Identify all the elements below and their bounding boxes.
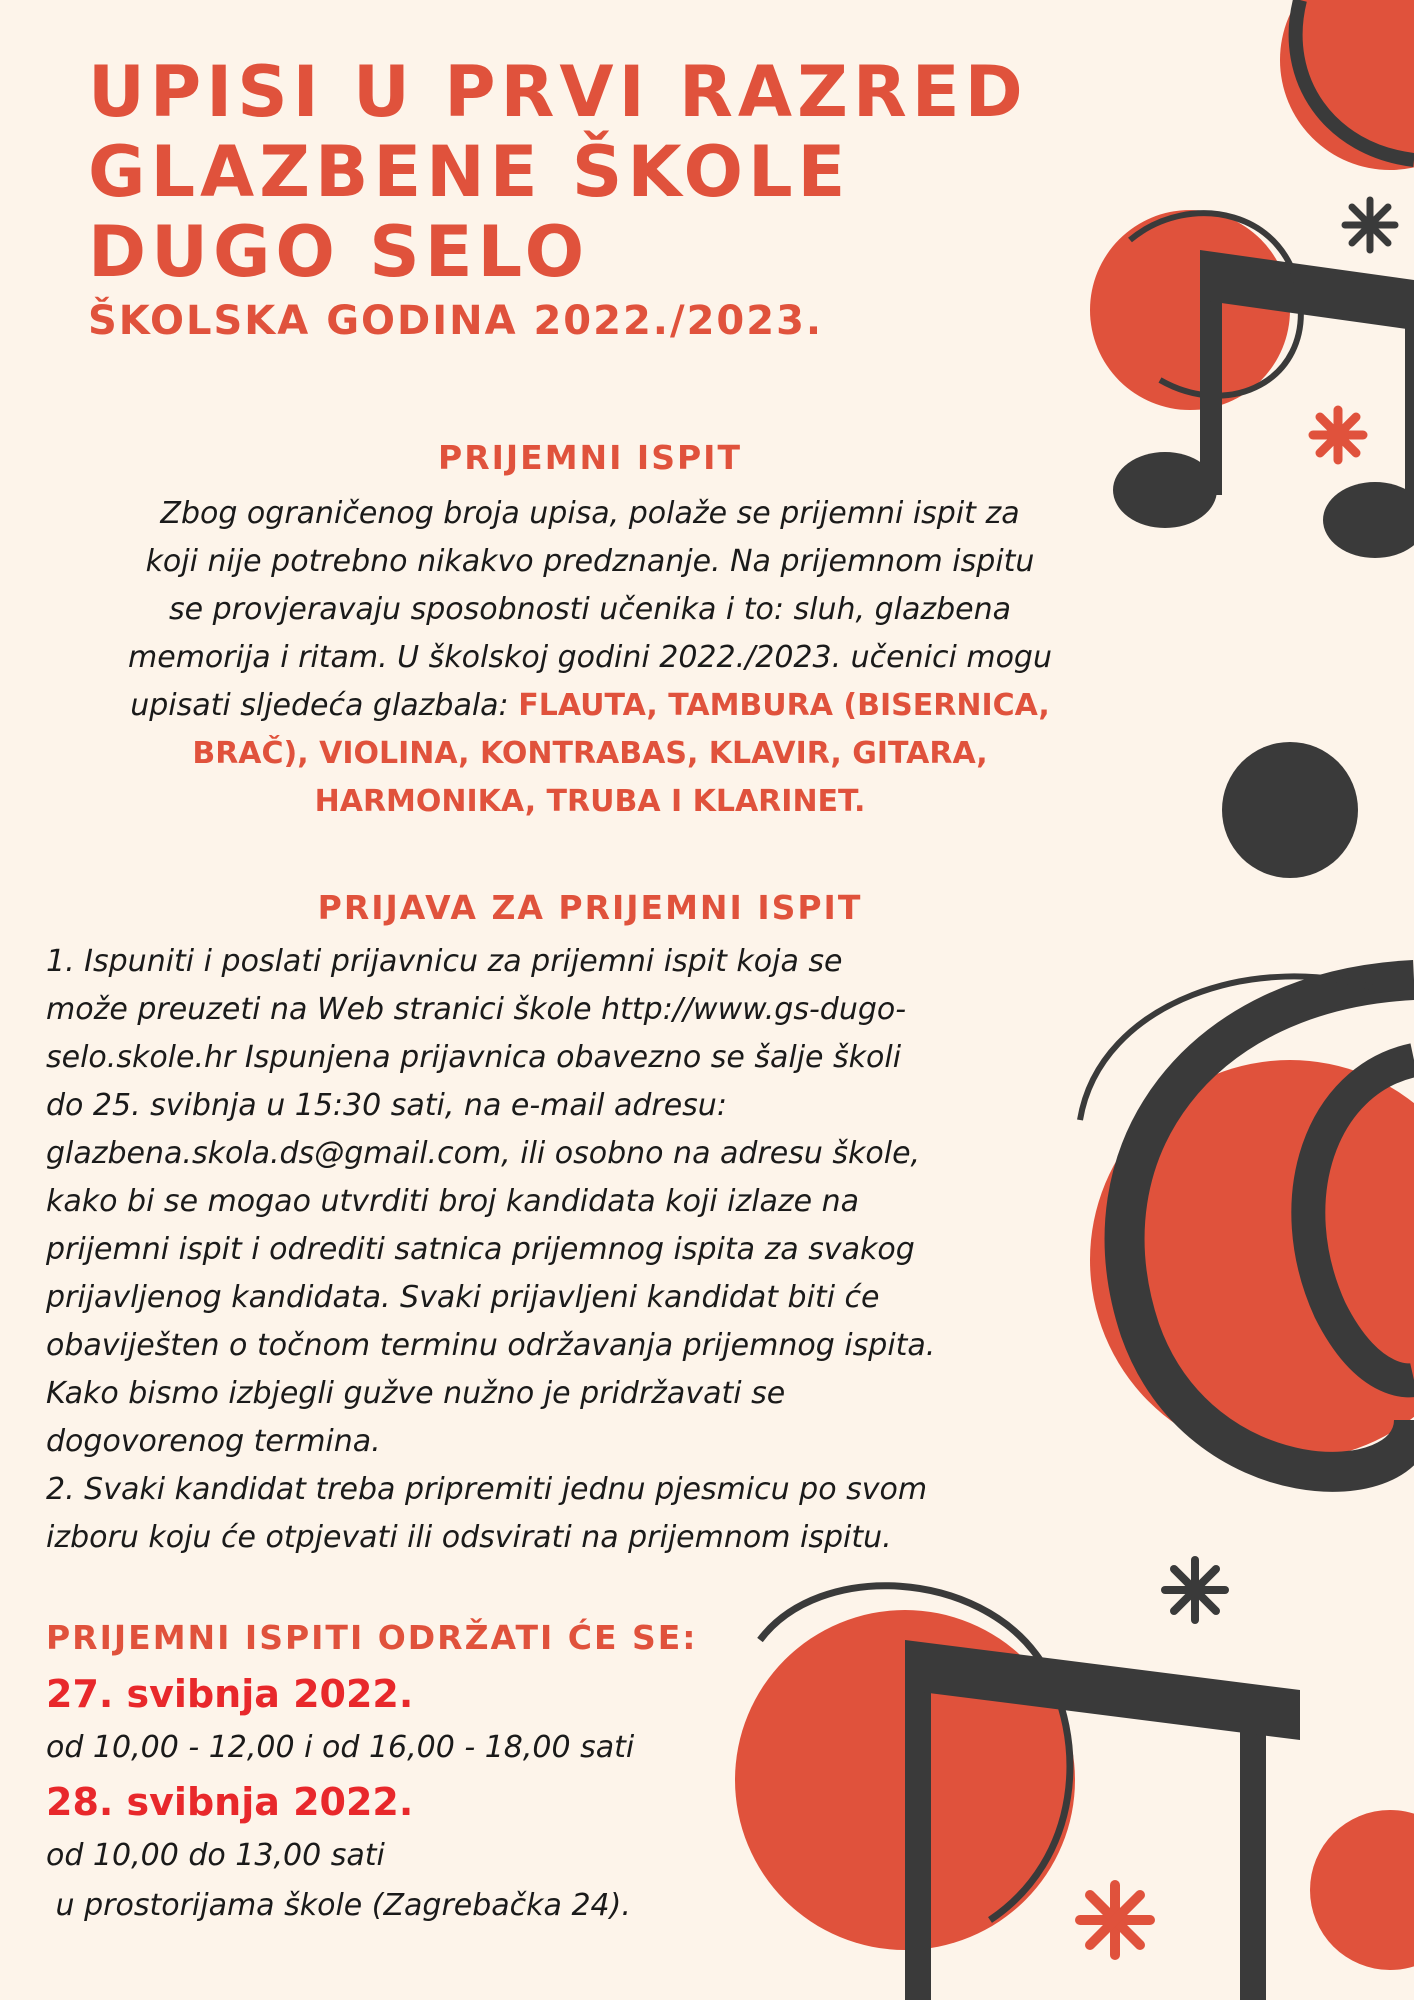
- instruments-3: HARMONIKA, TRUBA I KLARINET.: [314, 784, 866, 819]
- time-1: od 10,00 - 12,00 i od 16,00 - 18,00 sati: [46, 1730, 635, 1765]
- application-line-7: prijemni ispit i odrediti satnica prijemnog ispita za svakog: [46, 1232, 915, 1267]
- exam-line-5-prefix: upisati sljedeća glazbala:: [130, 688, 519, 723]
- exam-line-2: koji nije potrebno nikakvo predznanje. Na prijemnom ispitu: [145, 544, 1035, 579]
- exam-heading: PRIJEMNI ISPIT: [438, 438, 742, 477]
- red-asterisk-bottom-icon: [1080, 1885, 1150, 1955]
- dark-dot: [1222, 742, 1358, 878]
- exam-paragraph: [40, 490, 1140, 826]
- application-line-5: glazbena.skola.ds@gmail.com, ili osobno na adresu škole,: [46, 1136, 921, 1171]
- title-line-3: DUGO SELO: [88, 211, 590, 293]
- exam-line-1: Zbog ograničenog broja upisa, polaže se prijemni ispit za: [160, 496, 1020, 531]
- title-block: [88, 52, 1028, 346]
- time-2: od 10,00 do 13,00 sati: [46, 1838, 385, 1873]
- red-asterisk-icon: [1313, 410, 1363, 460]
- application-line-12: 2. Svaki kandidat treba pripremiti jednu pjesmicu po svom: [46, 1472, 928, 1507]
- application-line-11: dogovorenog termina.: [46, 1424, 381, 1459]
- date-1: 27. svibnja 2022.: [46, 1672, 414, 1716]
- application-line-1: 1. Ispuniti i poslati prijavnicu za prijemni ispit koja se: [46, 944, 843, 979]
- school-year: ŠKOLSKA GODINA 2022./2023.: [88, 298, 824, 344]
- instruments-1: FLAUTA, TAMBURA (BISERNICA,: [518, 688, 1050, 723]
- application-line-13: izboru koju će otpjevati ili odsvirati na prijemnom ispitu.: [46, 1520, 892, 1555]
- application-line-2: može preuzeti na Web stranici škole http://www.gs-dugo-: [46, 992, 907, 1027]
- application-line-9: obaviješten o točnom terminu održavanja prijemnog ispita.: [46, 1328, 936, 1363]
- instruments-2: BRAČ), VIOLINA, KONTRABAS, KLAVIR, GITARA,: [192, 736, 988, 771]
- title-line-1: UPISI U PRVI RAZRED: [88, 51, 1028, 133]
- application-line-3: selo.skole.hr Ispunjena prijavnica obavezno se šalje školi: [46, 1040, 902, 1075]
- title-line-2: GLAZBENE ŠKOLE: [88, 131, 851, 213]
- red-circle-bottom-right: [1310, 1810, 1414, 1970]
- application-paragraph: [46, 938, 1156, 1562]
- bottom-note-stem-right: [1240, 1700, 1266, 2000]
- application-heading: PRIJAVA ZA PRIJEMNI ISPIT: [317, 888, 863, 927]
- date-2: 28. svibnja 2022.: [46, 1780, 414, 1824]
- exam-line-3: se provjeravaju sposobnosti učenika i to: sluh, glazbena: [168, 592, 1012, 627]
- asterisk-star-bottom-icon: [1165, 1560, 1225, 1620]
- red-circle-note1: [1090, 210, 1290, 410]
- application-line-8: prijavljenog kandidata. Svaki prijavljeni kandidat biti će: [46, 1280, 880, 1315]
- exam-line-4: memorija i ritam. U školskoj godini 2022./2023. učenici mogu: [128, 640, 1052, 675]
- application-line-4: do 25. svibnja u 15:30 sati, na e-mail adresu:: [46, 1088, 727, 1123]
- location: u prostorijama škole (Zagrebačka 24).: [46, 1888, 631, 1923]
- application-line-10: Kako bismo izbjegli gužve nužno je pridržavati se: [46, 1376, 786, 1411]
- schedule-heading: PRIJEMNI ISPITI ODRŽATI ĆE SE:: [46, 1618, 698, 1657]
- application-line-6: kako bi se mogao utvrditi broj kandidata koji izlaze na: [46, 1184, 860, 1219]
- asterisk-star-icon: [1345, 200, 1395, 250]
- note-head-right: [1323, 482, 1414, 558]
- exam-line-5: [40, 682, 1140, 730]
- bottom-note-stem-left: [905, 1650, 931, 2000]
